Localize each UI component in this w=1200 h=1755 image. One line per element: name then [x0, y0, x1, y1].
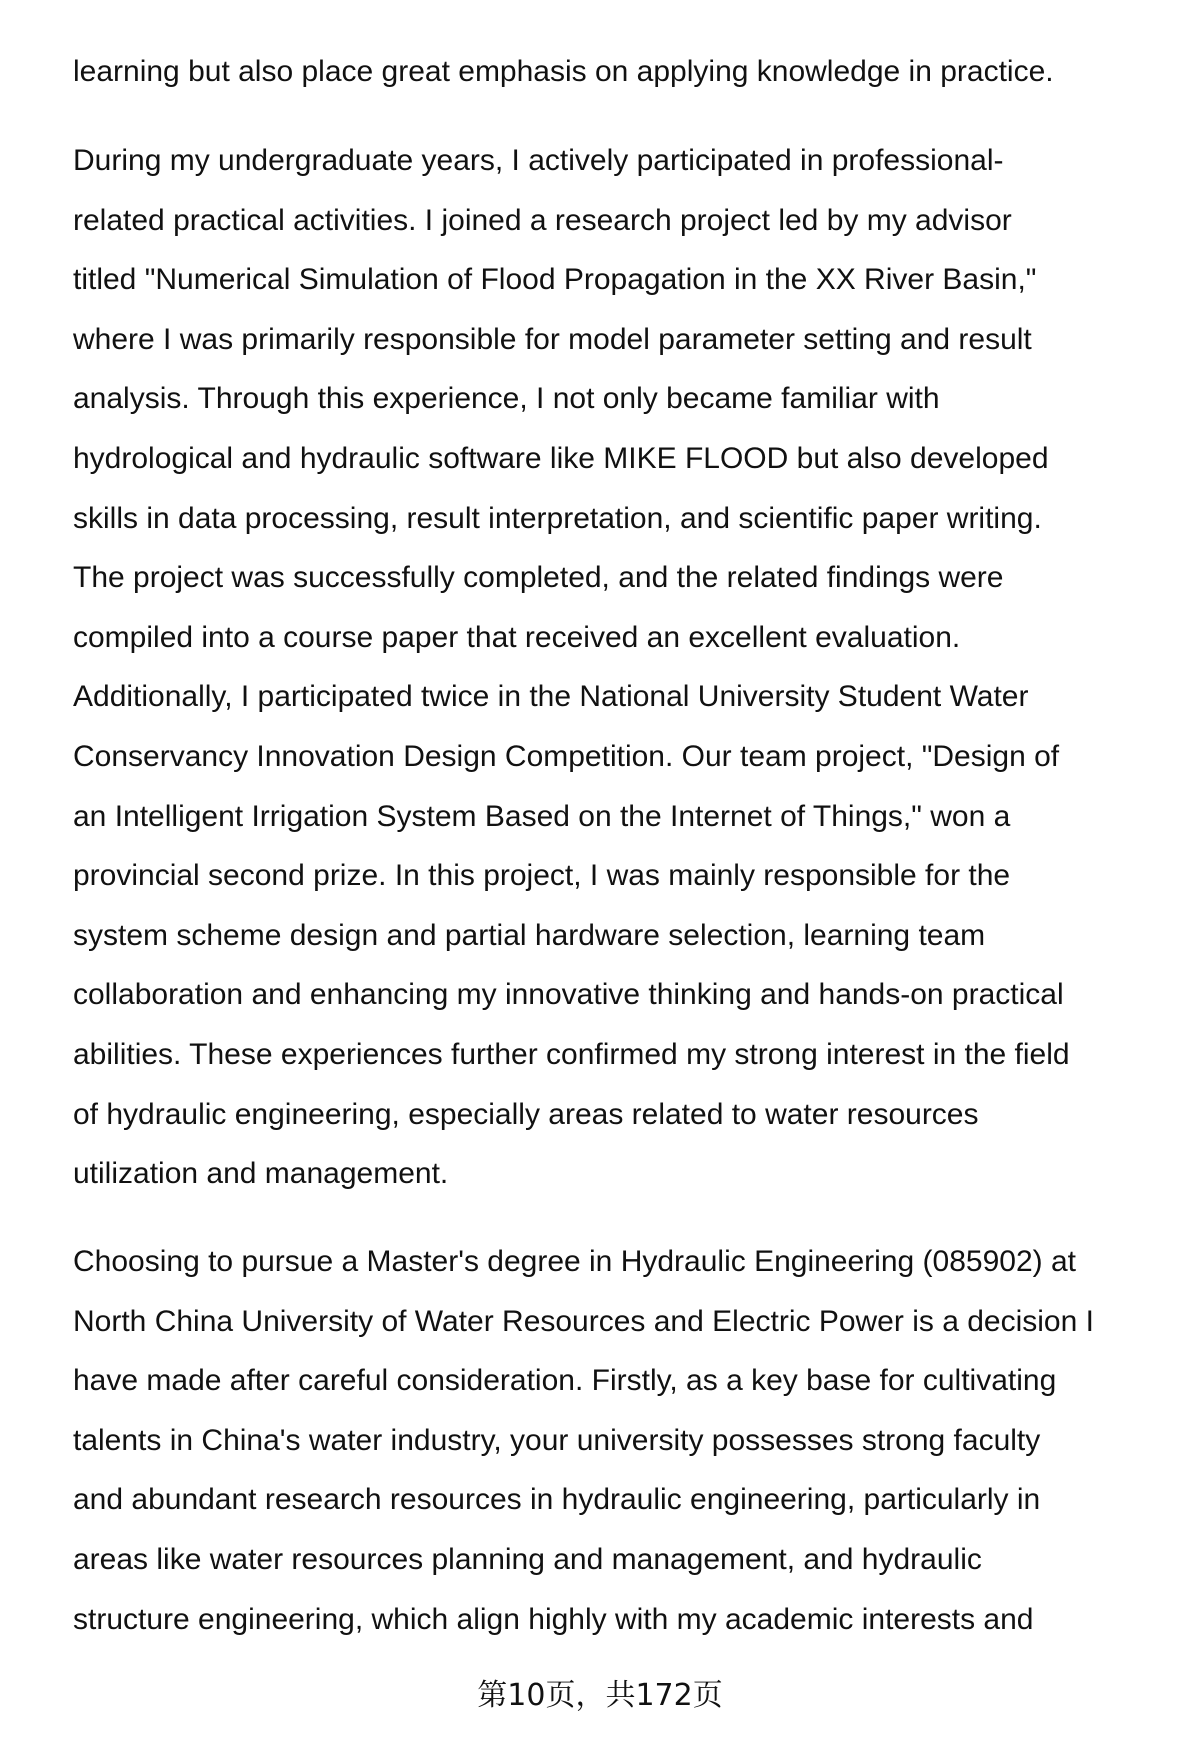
paragraph-3-line: structure engineering, which align highly with my academic interests and	[73, 1602, 1034, 1636]
paragraph-2-line: related practical activities. I joined a research project led by my advisor	[73, 203, 1012, 237]
paragraph-2-line: During my undergraduate years, I actively participated in professional-	[73, 144, 1004, 177]
paragraph-1-line: learning but also place great emphasis on applying knowledge in practice.	[73, 55, 1054, 88]
paragraph-2-line: where I was primarily responsible for model parameter setting and result	[73, 322, 1032, 356]
paragraph-3-line: have made after careful consideration. Firstly, as a key base for cultivating	[73, 1364, 1057, 1398]
paragraph-2-line: The project was successfully completed, and the related findings were	[73, 561, 1004, 595]
paragraph-3-line: talents in China's water industry, your university possesses strong faculty	[73, 1423, 1041, 1457]
paragraph-3-line: areas like water resources planning and management, and hydraulic	[73, 1543, 982, 1576]
page-number-footer: 第10页，共172页	[477, 1678, 723, 1713]
paragraph-3-line: Choosing to pursue a Master's degree in Hydraulic Engineering (085902) at	[73, 1245, 1076, 1278]
paragraph-2-line: skills in data processing, result interpretation, and scientific paper writing.	[73, 501, 1042, 535]
paragraph-2-line: provincial second prize. In this project, I was mainly responsible for the	[73, 859, 1011, 893]
paragraph-2-line: collaboration and enhancing my innovative thinking and hands-on practical	[73, 978, 1064, 1012]
paragraph-2-line: Conservancy Innovation Design Competition. Our team project, "Design of	[73, 740, 1060, 773]
paragraph-2-line: system scheme design and partial hardware selection, learning team	[73, 918, 986, 952]
paragraph-2-line: compiled into a course paper that received an excellent evaluation.	[73, 620, 961, 654]
paragraph-2-line: of hydraulic engineering, especially areas related to water resources	[73, 1097, 979, 1131]
paragraph-2-line: abilities. These experiences further confirmed my strong interest in the field	[73, 1038, 1070, 1071]
paragraph-2-line: analysis. Through this experience, I not only became familiar with	[73, 382, 940, 416]
paragraph-3-line: North China University of Water Resources and Electric Power is a decision I	[73, 1304, 1094, 1338]
paragraph-2-line: an Intelligent Irrigation System Based on the Internet of Things," won a	[73, 799, 1011, 833]
paragraph-2-line: utilization and management.	[73, 1157, 449, 1191]
paragraph-2-line: Additionally, I participated twice in the National University Student Water	[73, 680, 1029, 714]
paragraph-2-line: titled "Numerical Simulation of Flood Propagation in the XX River Basin,"	[73, 263, 1037, 297]
paragraph-3-line: and abundant research resources in hydraulic engineering, particularly in	[73, 1483, 1041, 1517]
paragraph-2-line: hydrological and hydraulic software like MIKE FLOOD but also developed	[73, 442, 1049, 475]
